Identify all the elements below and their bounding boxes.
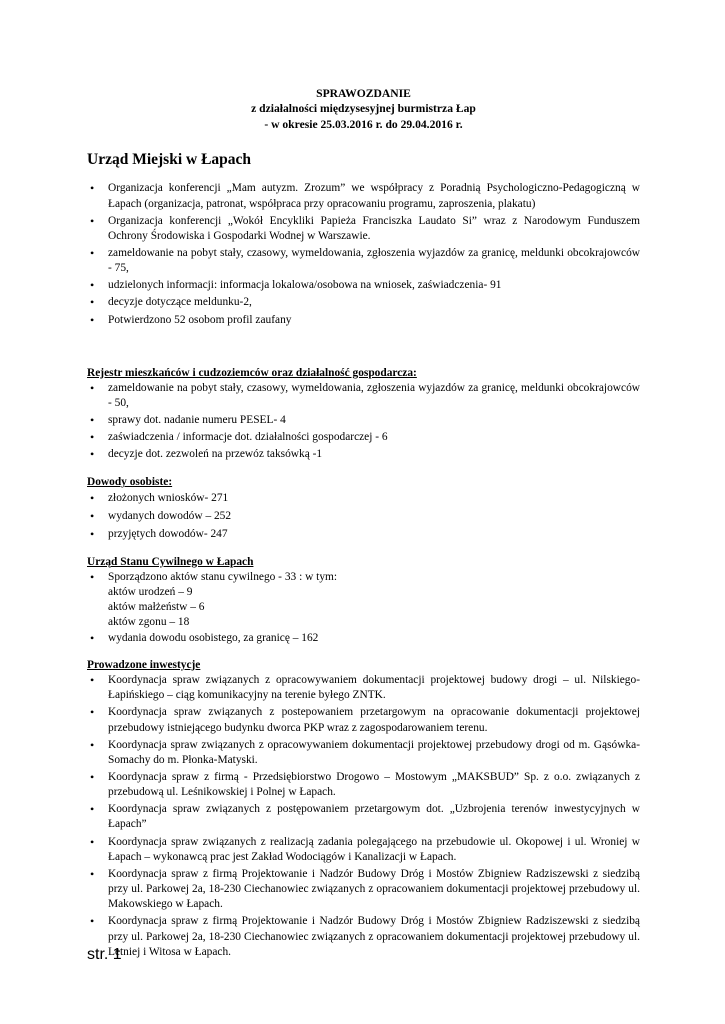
- civil-sub-births: aktów urodzeń – 9: [108, 586, 193, 599]
- civil-title: Urząd Stanu Cywilnego w Łapach: [87, 555, 254, 568]
- bullet-icon: •: [90, 705, 95, 720]
- bullet-icon: •: [90, 413, 95, 428]
- list-item: • zaświadczenia / informacje dot. działalności gospodarczej - 6: [90, 430, 388, 445]
- registry-list: [87, 381, 640, 463]
- list-item: • zameldowanie na pobyt stały, czasowy, wymeldowania, zgłoszenia wyjazdów za granicę, meldunki obcokrajowców - 75,: [90, 246, 640, 275]
- bullet-icon: •: [90, 447, 95, 462]
- bullet-icon: •: [90, 914, 95, 929]
- investments-list: [87, 673, 640, 960]
- list-item: • Koordynacja spraw związanych z opracowywaniem dokumentacji projektowej przebudowy drogi od m. Gąsówka-Somachy do m. Płonka-Matyski.: [90, 737, 640, 766]
- bullet-icon: •: [90, 490, 95, 505]
- office-title: Urząd Miejski w Łapach: [87, 151, 252, 169]
- list-item: • zameldowanie na pobyt stały, czasowy, wymeldowania, zgłoszenia wyjazdów za granicę, meldunki obcokrajowców - 50,: [90, 380, 640, 409]
- report-period: - w okresie 25.03.2016 r. do 29.04.2016 r.: [264, 117, 463, 131]
- list-item: • sprawy dot. nadanie numeru PESEL- 4: [90, 413, 286, 428]
- list-item: • Koordynacja spraw związanych z realizacją zadania polegającego na przebudowie ul. Okopowej i ul. Wroniej w Łapach – wykonawcą prac jest Zakład Wodociągów i Kanalizacji w Łapach.: [90, 834, 640, 863]
- bullet-icon: •: [90, 181, 95, 196]
- investments-title: Prowadzone inwestycje: [87, 658, 201, 671]
- list-item: • złożonych wniosków- 271: [90, 490, 229, 505]
- list-item: • Sporządzono aktów stanu cywilnego - 33 : w tym: aktów urodzeń – 9 aktów małżeństw – 6 aktów zgonu – 18: [87, 570, 640, 631]
- list-item: • Koordynacja spraw z firmą Projektowanie i Nadzór Budowy Dróg i Mostów Zbigniew Radziszewski z siedzibą przy ul. Parkowej 2a, 18-230 Ciechanowiec związanych z opracowaniem dokumentacji projektowej przebudowy ul. Makowskiego w Łapach.: [90, 866, 640, 911]
- bullet-icon: •: [90, 834, 95, 849]
- document-content: [87, 86, 640, 962]
- civil-sub-deaths: aktów zgonu – 18: [108, 616, 190, 629]
- bullet-icon: •: [90, 295, 95, 310]
- bullet-icon: •: [90, 278, 95, 293]
- list-item: • wydanych dowodów – 252: [90, 509, 232, 524]
- ids-list: [87, 491, 640, 543]
- report-title: SPRAWOZDANIE: [316, 87, 411, 100]
- bullet-icon: •: [90, 213, 95, 228]
- list-item: • Potwierdzono 52 osobom profil zaufany: [90, 312, 292, 327]
- list-item: • wydania dowodu osobistego, za granicę – 162: [90, 630, 319, 645]
- bullet-icon: •: [90, 569, 95, 584]
- bullet-icon: •: [90, 509, 95, 524]
- bullet-icon: •: [90, 866, 95, 881]
- ids-title: Dowody osobiste:: [87, 476, 173, 489]
- list-item: • Koordynacja spraw związanych z postepowaniem przetargowym na opracowanie dokumentacji projektowej przebudowy istniejącego budynku dworca PKP wraz z zagospodarowaniem terenu.: [90, 705, 640, 734]
- bullet-icon: •: [90, 246, 95, 261]
- list-item: • Koordynacja spraw związanych z postępowaniem przetargowym dot. „Uzbrojenia terenów inwestycyjnych w Łapach”: [90, 802, 640, 831]
- bullet-icon: •: [90, 380, 95, 395]
- bullet-icon: •: [90, 737, 95, 752]
- report-subtitle: z działalności międzysesyjnej burmistrza Łap: [251, 102, 476, 116]
- bullet-icon: •: [90, 769, 95, 784]
- bullet-icon: •: [90, 673, 95, 688]
- list-item: • Koordynacja spraw z firmą - Przedsiębiorstwo Drogowo – Mostowym „MAKSBUD” Sp. z o.o. związanych z przebudową ul. Leśnikowskiej i Polnej w Łapach.: [90, 769, 640, 799]
- bullet-icon: •: [90, 430, 95, 445]
- bullet-icon: •: [90, 312, 95, 327]
- bullet-icon: •: [90, 630, 95, 645]
- bullet-icon: •: [90, 527, 95, 542]
- list-item: • Organizacja konferencji „Wokół Encykliki Papieża Franciszka Laudato Si” wraz z Narodowym Funduszem Ochrony Środowiska i Gospodarki Wodnej w Warszawie.: [90, 213, 640, 242]
- office-list: [87, 181, 640, 327]
- bullet-icon: •: [90, 802, 95, 817]
- list-item: • decyzje dot. zezwoleń na przewóz taksówką -1: [90, 447, 323, 462]
- report-header: [87, 86, 640, 132]
- registry-title: Rejestr mieszkańców i cudzoziemców oraz działalność gospodarcza:: [87, 366, 417, 379]
- list-item: • decyzje dotyczące meldunku-2,: [90, 295, 252, 310]
- list-item: • udzielonych informacji: informacja lokalowa/osobowa na wniosek, zaświadczenia- 91: [90, 278, 502, 293]
- civil-list: [87, 570, 640, 646]
- civil-sub-marriages: aktów małżeństw – 6: [108, 601, 205, 614]
- list-item: • Koordynacja spraw z firmą Projektowanie i Nadzór Budowy Dróg i Mostów Zbigniew Radziszewski z siedzibą przy ul. Parkowej 2a, 18-230 Ciechanowiec związanych z opracowaniem dokumentacji projektowej przebudowy ul. Letniej i Witosa w Łapach.: [90, 914, 640, 958]
- list-item: • Koordynacja spraw związanych z opracowywaniem dokumentacji projektowej budowy drogi – ul. Nilskiego-Łapińskiego – ciąg komunikacyjny na terenie byłego ZNTK.: [90, 673, 640, 702]
- list-item: • Organizacja konferencji „Mam autyzm. Zrozum” we współpracy z Poradnią Psychologiczno-Pedagogiczną w Łapach (organizacja, patronat, współpraca przy opracowaniu programu, zaproszenia, plakatu): [90, 181, 640, 210]
- page-number: str. 1: [87, 946, 122, 963]
- list-item: • przyjętych dowodów- 247: [90, 527, 228, 542]
